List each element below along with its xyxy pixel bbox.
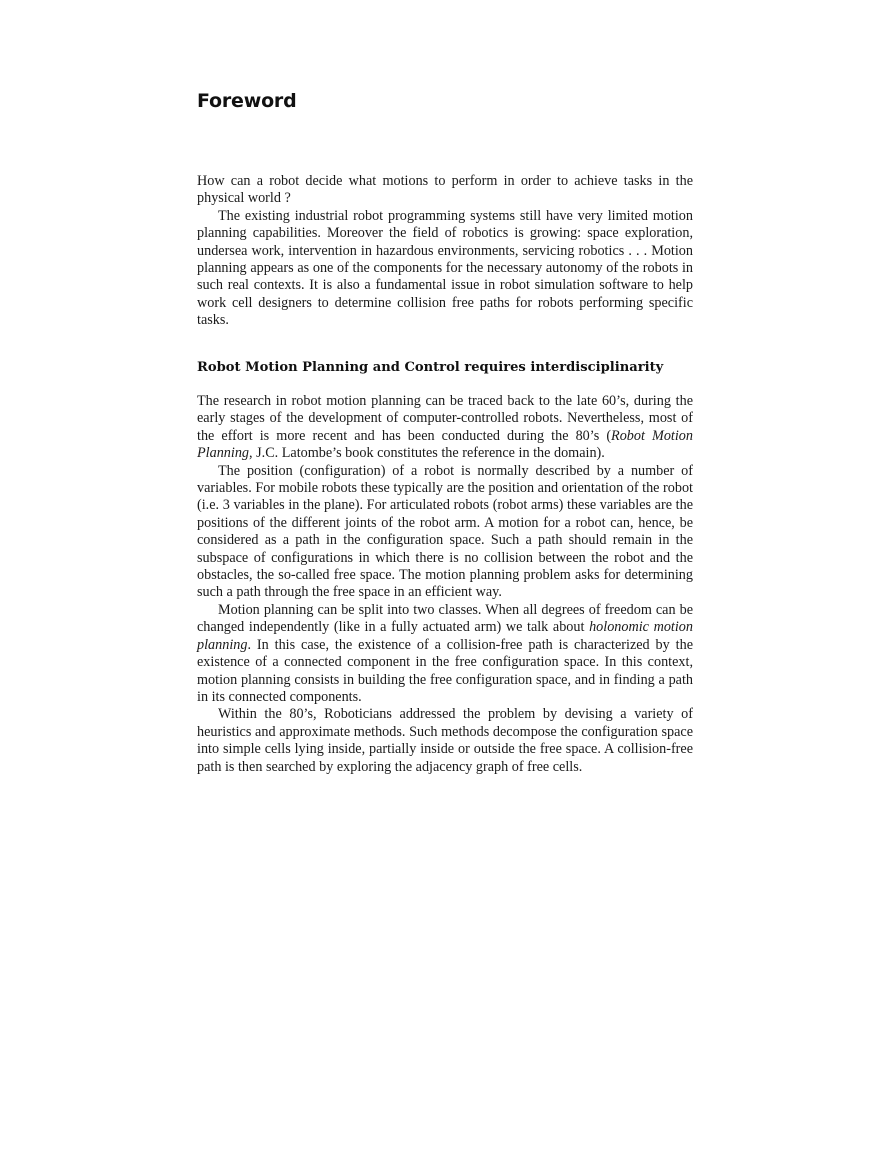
section-paragraph-4: Within the 80’s, Roboticians addressed the problem by devising a variety of heuristics and approximate methods. Such methods decompose the configuration space into simple cells lying inside, partially inside or outside the free space. A collision-free path is then searched by exploring the adjacency graph of free cells. [197, 706, 693, 775]
paragraph-text: , J.C. Latombe’s book constitutes the reference in the domain). [249, 445, 605, 462]
section-body [197, 393, 693, 776]
section-paragraph-3 [197, 602, 693, 706]
term-italic: holonomic motion planning [197, 619, 693, 653]
section-paragraph-1 [197, 393, 693, 463]
section-paragraph-2: The position (configuration) of a robot is normally described by a number of variables. For mobile robots these typically are the position and orientation of the robot (i.e. 3 variables in the plane). For articulated robots (robot arms) these variables are the positions of the different joints of the robot arm. A motion for a robot can, hence, be considered as a path in the configuration space. Such a path should remain in the subspace of configurations in which there is no collision between the robot and the obstacles, the so-called free space. The motion planning problem asks for determining such a path through the free space in an efficient way. [197, 462, 693, 601]
paragraph-text: . In this case, the existence of a collision-free path is characterized by the existence of a connected component in the free configuration space. In this context, motion planning consists in building the free configuration space, and in finding a path in its connected components. [197, 636, 693, 705]
chapter-title: Foreword [197, 90, 297, 112]
intro-text [197, 173, 693, 330]
paragraph-text: The research in robot motion planning can be traced back to the late 60’s, during the early stages of the development of computer-controlled robots. Nevertheless, most of the effort is more recent and has been conducted during the 80’s ( [197, 393, 693, 444]
section-heading: Robot Motion Planning and Control requires interdisciplinarity [197, 360, 664, 375]
book-title-italic: Robot Motion Planning [197, 427, 693, 462]
paragraph-text: Motion planning can be split into two classes. When all degrees of freedom can be changed independently (like in a fully actuated arm) we talk about [197, 601, 693, 636]
intro-paragraph-2: The existing industrial robot programming systems still have very limited motion planning capabilities. Moreover the field of robotics is growing: space exploration, undersea work, intervention in hazardous environments, servicing robotics . . . Motion planning appears as one of the components for the necessary autonomy of the robots in such real contexts. It is also a fundamental issue in robot simulation software to help work cell designers to determine collision free paths for robots performing specific tasks. [197, 207, 693, 329]
intro-paragraph-1: How can a robot decide what motions to perform in order to achieve tasks in the physical world ? [197, 173, 693, 207]
